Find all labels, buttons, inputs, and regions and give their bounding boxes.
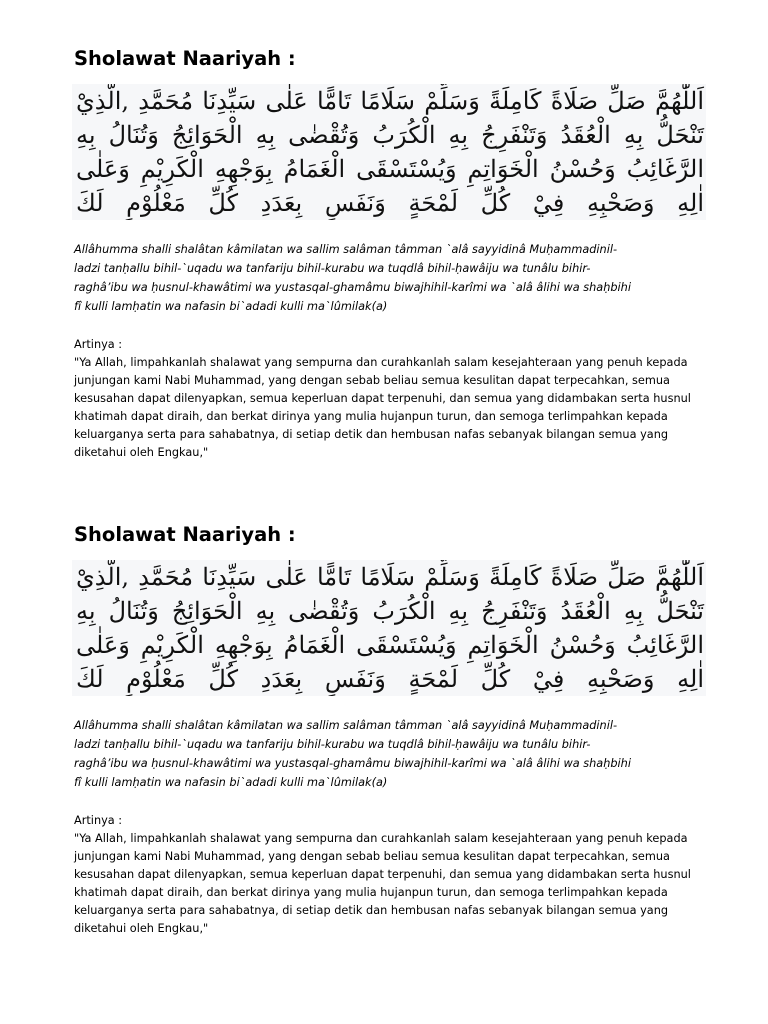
meaning-label: Artinya : [74,338,123,351]
sholawat-section-1 [74,46,706,462]
latin-transliteration: Allâhumma shalli shalâtan kâmilatan wa sallim salâman tâmman `alâ sayyidinâ Muḥammadinil- ladzi tanḥallu bihil-`uqadu wa tanfariju bihil-kurabu wa tuqdlâ bihil-ḥawâiju wa tunâlu bihir- raghâ’ibu wa ḥusnul-khawâtimi wa yustasqal-ghamâmu biwajhihil-karîmi wa `alâ âlihi wa shaḥbihi fî kulli lamḥatin wa nafasin bi`adadi kulli ma`lûmilak(a) [74,243,631,313]
meaning-text: "Ya Allah, limpahkanlah shalawat yang sempurna dan curahkanlah salam kesejahteraan yang penuh kepada junjungan kami Nabi Muhammad, yang dengan sebab beliau semua kesulitan dapat terpecahkan, semua kesusahan dapat dilenyapkan, semua keperluan dapat terpenuhi, dan semua yang didambakan serta husnul khatimah dapat diraih, dan berkat dirinya yang mulia hujanpun turun, dan semoga terlimpahkan kepada keluarganya serta para sahabatnya, di setiap detik dan hembusan nafas sebanyak bilangan semua yang diketahui oleh Engkau," [74,356,691,459]
section-title: Sholawat Naariyah : [74,523,296,546]
meaning-label: Artinya : [74,814,123,827]
sholawat-section-2 [74,522,706,938]
latin-transliteration: Allâhumma shalli shalâtan kâmilatan wa sallim salâman tâmman `alâ sayyidinâ Muḥammadinil- ladzi tanḥallu bihil-`uqadu wa tanfariju bihil-kurabu wa tuqdlâ bihil-ḥawâiju wa tunâlu bihir- raghâ’ibu wa ḥusnul-khawâtimi wa yustasqal-ghamâmu biwajhihil-karîmi wa `alâ âlihi wa shaḥbihi fî kulli lamḥatin wa nafasin bi`adadi kulli ma`lûmilak(a) [74,719,631,789]
arabic-text: اَللّٰهُمَّ صَلِّ صَلَاةً كَامِلَةً وَسَلِّمْ سَلَامًا تَامًّا عَلٰى سَيِّدِنَا مُحَمَّدِ ,الَّذِيْ تَنْحَلُّ بِهِ الْعُقَدُ وَتَنْفَرِجُ بِهِ الْكُرَبُ وَتُقْضٰى بِهِ الْحَوَائِجُ وَتُنَالُ بِهِ الرَّغَائِبُ وَحُسْنُ الْخَوَاتِمِ وَيُسْتَسْقَى الْغَمَامُ بِوَجْهِهِ الْكَرِيْمِ وَعَلٰى اٰلِهِ وَصَحْبِهِ فِيْ كُلِّ لَمْحَةٍ وَنَفَسٍ بِعَدَدِ كُلِّ مَعْلُوْمٍ لَكَ [72,560,706,696]
section-title: Sholawat Naariyah : [74,47,296,70]
arabic-text: اَللّٰهُمَّ صَلِّ صَلَاةً كَامِلَةً وَسَلِّمْ سَلَامًا تَامًّا عَلٰى سَيِّدِنَا مُحَمَّدِ ,الَّذِيْ تَنْحَلُّ بِهِ الْعُقَدُ وَتَنْفَرِجُ بِهِ الْكُرَبُ وَتُقْضٰى بِهِ الْحَوَائِجُ وَتُنَالُ بِهِ الرَّغَائِبُ وَحُسْنُ الْخَوَاتِمِ وَيُسْتَسْقَى الْغَمَامُ بِوَجْهِهِ الْكَرِيْمِ وَعَلٰى اٰلِهِ وَصَحْبِهِ فِيْ كُلِّ لَمْحَةٍ وَنَفَسٍ بِعَدَدِ كُلِّ مَعْلُوْمٍ لَكَ [72,84,706,220]
meaning-text: "Ya Allah, limpahkanlah shalawat yang sempurna dan curahkanlah salam kesejahteraan yang penuh kepada junjungan kami Nabi Muhammad, yang dengan sebab beliau semua kesulitan dapat terpecahkan, semua kesusahan dapat dilenyapkan, semua keperluan dapat terpenuhi, dan semua yang didambakan serta husnul khatimah dapat diraih, dan berkat dirinya yang mulia hujanpun turun, dan semoga terlimpahkan kepada keluarganya serta para sahabatnya, di setiap detik dan hembusan nafas sebanyak bilangan semua yang diketahui oleh Engkau," [74,832,691,935]
